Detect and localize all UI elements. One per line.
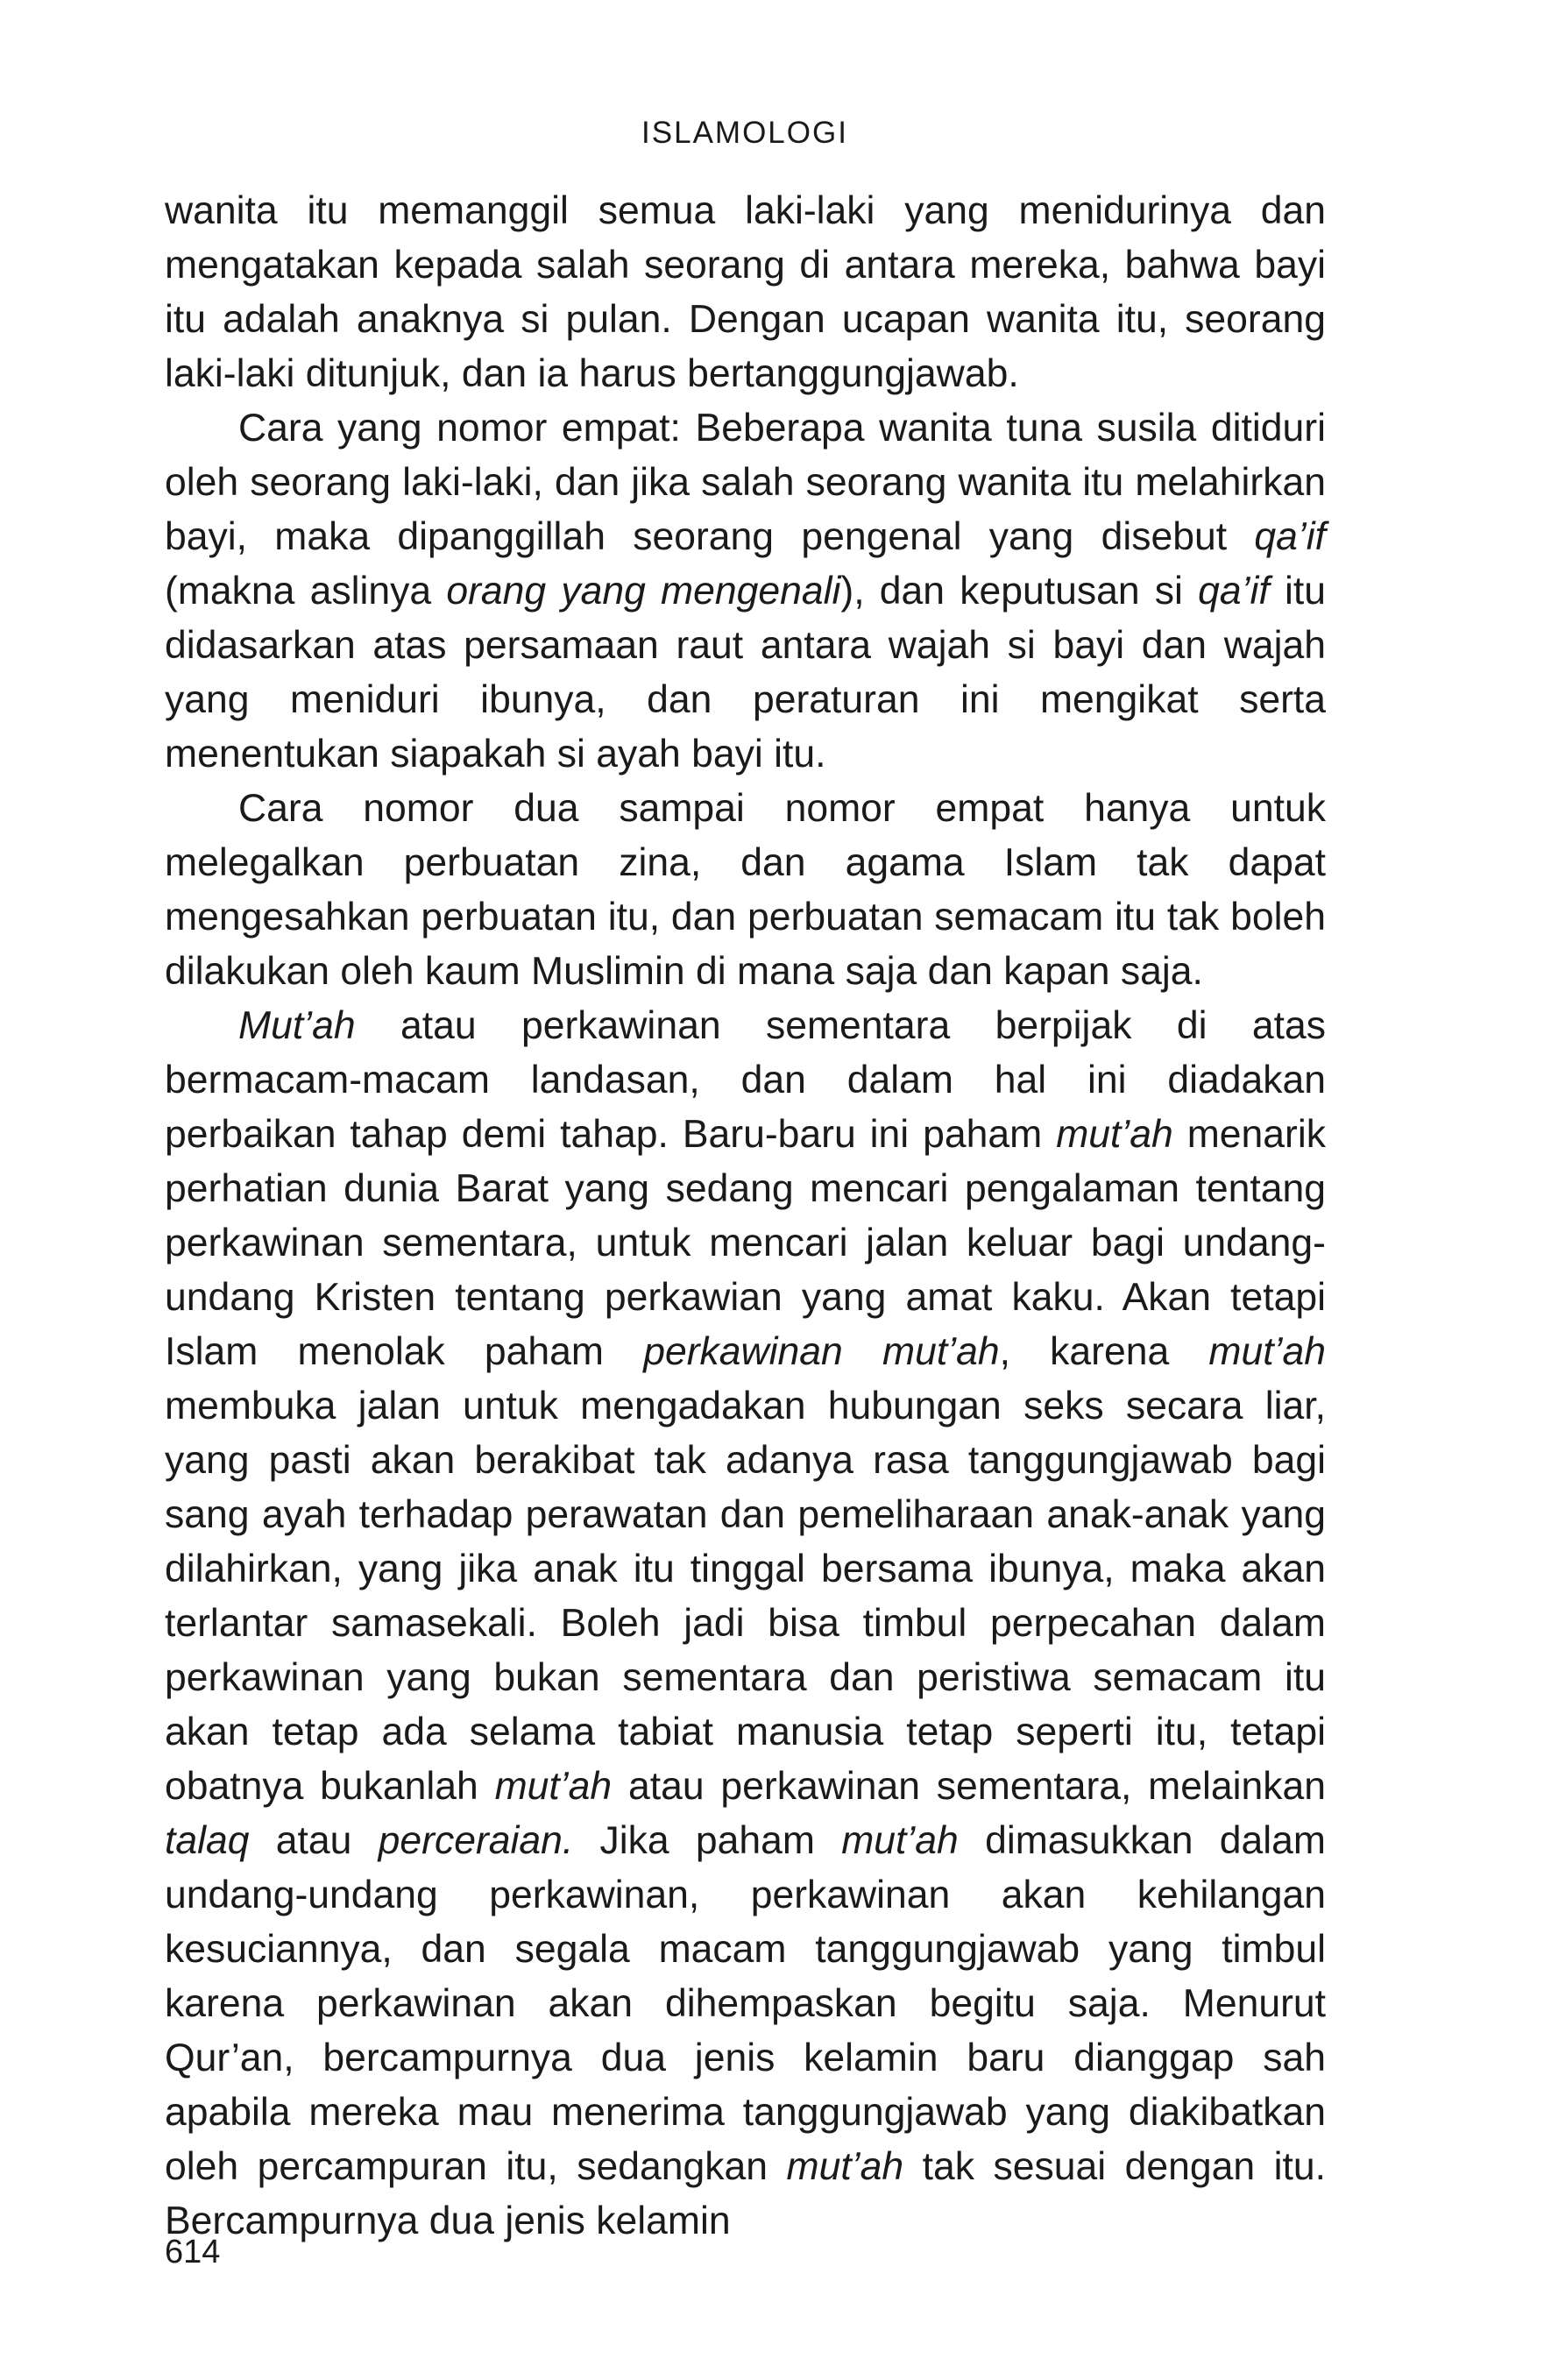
italic-term: mut’ah (841, 1819, 959, 1862)
paragraph (165, 999, 1326, 2249)
italic-term: talaq (165, 1819, 250, 1862)
body-text (165, 184, 1326, 2249)
paragraph (165, 782, 1326, 999)
paragraph (165, 184, 1326, 401)
text-run: Jika paham (573, 1819, 842, 1862)
text-run: atau (249, 1819, 379, 1862)
page-number: 614 (165, 2234, 221, 2270)
italic-term: mut’ah (1208, 1330, 1326, 1373)
italic-term: perceraian. (378, 1819, 574, 1862)
italic-term: mut’ah (786, 2145, 904, 2188)
text-run: dimasukkan dalam undang-undang perkawinan, perkawinan akan kehilangan kesuciannya, dan segala macam tanggungjawab yang timbul karena perkawinan akan dihempaskan begitu saja. Menurut Qur’an, bercampurnya dua jenis kelamin baru dianggap sah apabila mereka mau menerima tanggungjawab yang diakibatkan oleh percampuran itu, sedangkan (165, 1819, 1326, 2188)
text-run: atau perkawinan sementara, melainkan (612, 1765, 1327, 1808)
text-run: , karena (999, 1330, 1209, 1373)
text-run: menarik perhatian dunia Barat yang sedang mencari pengalaman tentang perkawinan sementara, untuk mencari jalan keluar bagi undang-undang Kristen tentang perkawian yang amat kaku. Akan tetapi Islam menolak paham (165, 1113, 1326, 1373)
italic-term: qa’if (1198, 570, 1270, 613)
text-run: ), dan keputusan si (840, 570, 1199, 613)
text-run: wanita itu memanggil semua laki-laki yang menidurinya dan mengatakan kepada salah seorang di antara mereka, bahwa bayi itu adalah anaknya si pulan. Dengan ucapan wanita itu, seorang laki-laki ditunjuk, dan ia harus bertanggungjawab. (165, 189, 1326, 395)
italic-term: orang yang mengenali (446, 570, 841, 613)
text-run: Cara yang nomor empat: Beberapa wanita tuna susila ditiduri oleh seorang laki-laki, dan jika salah seorang wanita itu melahirkan bayi, maka dipanggillah seorang pengenal yang disebut (165, 407, 1326, 558)
italic-term: mut’ah (494, 1765, 613, 1808)
running-head-title: ISLAMOLOGI (641, 116, 848, 150)
paragraph (165, 401, 1326, 782)
text-run: Cara nomor dua sampai nomor empat hanya untuk melegalkan perbuatan zina, dan agama Islam tak dapat mengesahkan perbuatan itu, dan perbuatan semacam itu tak boleh dilakukan oleh kaum Muslimin di mana saja dan kapan saja. (165, 787, 1326, 993)
text-run: itu didasarkan atas persamaan raut antara wajah si bayi dan wajah yang meniduri ibunya, dan peraturan ini mengikat serta menentukan siapakah si ayah bayi itu. (165, 570, 1326, 776)
italic-term: qa’if (1254, 515, 1326, 558)
text-run: membuka jalan untuk mengadakan hubungan seks secara liar, yang pasti akan berakibat tak adanya rasa tanggungjawab bagi sang ayah terhadap perawatan dan pemeliharaan anak-anak yang dilahirkan, yang jika anak itu tinggal bersama ibunya, maka akan terlantar samasekali. Boleh jadi bisa timbul perpecahan dalam perkawinan yang bukan sementara dan peristiwa semacam itu akan tetap ada selama tabiat manusia tetap seperti itu, tetapi obatnya bukanlah (165, 1385, 1326, 1808)
text-run: (makna aslinya (165, 570, 447, 613)
text-run: atau perkawinan sementara berpijak di atas bermacam-macam landasan, dan dalam hal ini diadakan perbaikan tahap demi tahap. Baru-baru ini paham (165, 1004, 1326, 1156)
italic-term: Mut’ah (238, 1004, 356, 1047)
italic-term: mut’ah (1056, 1113, 1173, 1156)
italic-term: perkawinan mut’ah (643, 1330, 1000, 1373)
text-run: tak sesuai dengan itu. Bercampurnya dua jenis kelamin (165, 2145, 1326, 2242)
